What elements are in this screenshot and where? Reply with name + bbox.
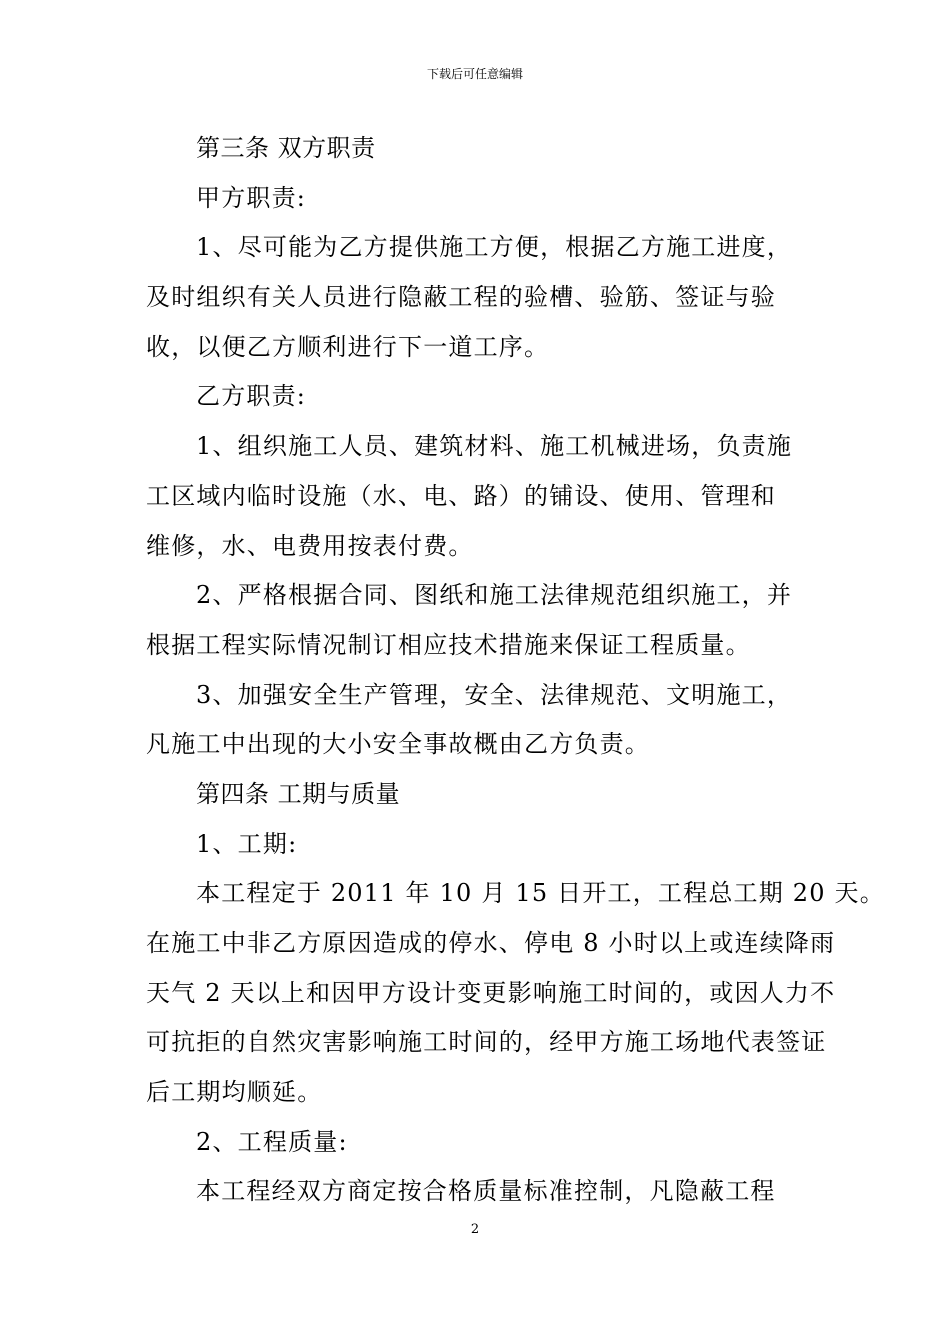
- text-line: 根据工程实际情况制订相应技术措施来保证工程质量。: [146, 630, 751, 659]
- page-number: 2: [470, 1222, 480, 1237]
- text-line: 工区域内临时设施（水、电、路）的铺设、使用、管理和: [146, 481, 776, 510]
- text-line: 1、组织施工人员、建筑材料、施工机械进场，负责施: [196, 432, 793, 461]
- text-line: 甲方职责:: [196, 183, 307, 212]
- section-heading: 第三条 双方职责: [196, 134, 376, 162]
- text-line: 后工期均顺延。: [146, 1078, 323, 1107]
- text-line: 本工程经双方商定按合格质量标准控制，凡隐蔽工程: [196, 1177, 776, 1206]
- text-line: 在施工中非乙方原因造成的停水、停电 8 小时以上或连续降雨: [146, 929, 836, 957]
- text-line: 3、加强安全生产管理，安全、法律规范、文明施工，: [196, 680, 793, 709]
- text-line: 1、工期:: [196, 829, 298, 858]
- section-heading: 第四条 工期与质量: [196, 779, 401, 808]
- text-line: 及时组织有关人员进行隐蔽工程的验槽、验筋、签证与验: [146, 283, 776, 312]
- document-body: [146, 124, 885, 1217]
- text-line: 收，以便乙方顺利进行下一道工序。: [146, 332, 550, 361]
- text-line: 可抗拒的自然灾害影响施工时间的，经甲方施工场地代表签证: [146, 1028, 827, 1057]
- text-line: 凡施工中出现的大小安全事故概由乙方负责。: [146, 730, 650, 759]
- text-line: 维修，水、电费用按表付费。: [146, 531, 474, 560]
- text-line: 1、尽可能为乙方提供施工方便，根据乙方施工进度，: [196, 233, 793, 262]
- text-line: 2、工程质量:: [196, 1127, 348, 1156]
- text-line: 本工程定于 2011 年 10 月 15 日开工，工程总工期 20 天。: [196, 879, 885, 908]
- text-line: 天气 2 天以上和因甲方设计变更影响施工时间的，或因人力不: [146, 978, 836, 1007]
- page-header: 下载后可任意编辑: [426, 67, 523, 81]
- text-line: 2、严格根据合同、图纸和施工法律规范组织施工，并: [196, 581, 793, 610]
- text-line: 乙方职责:: [196, 382, 307, 411]
